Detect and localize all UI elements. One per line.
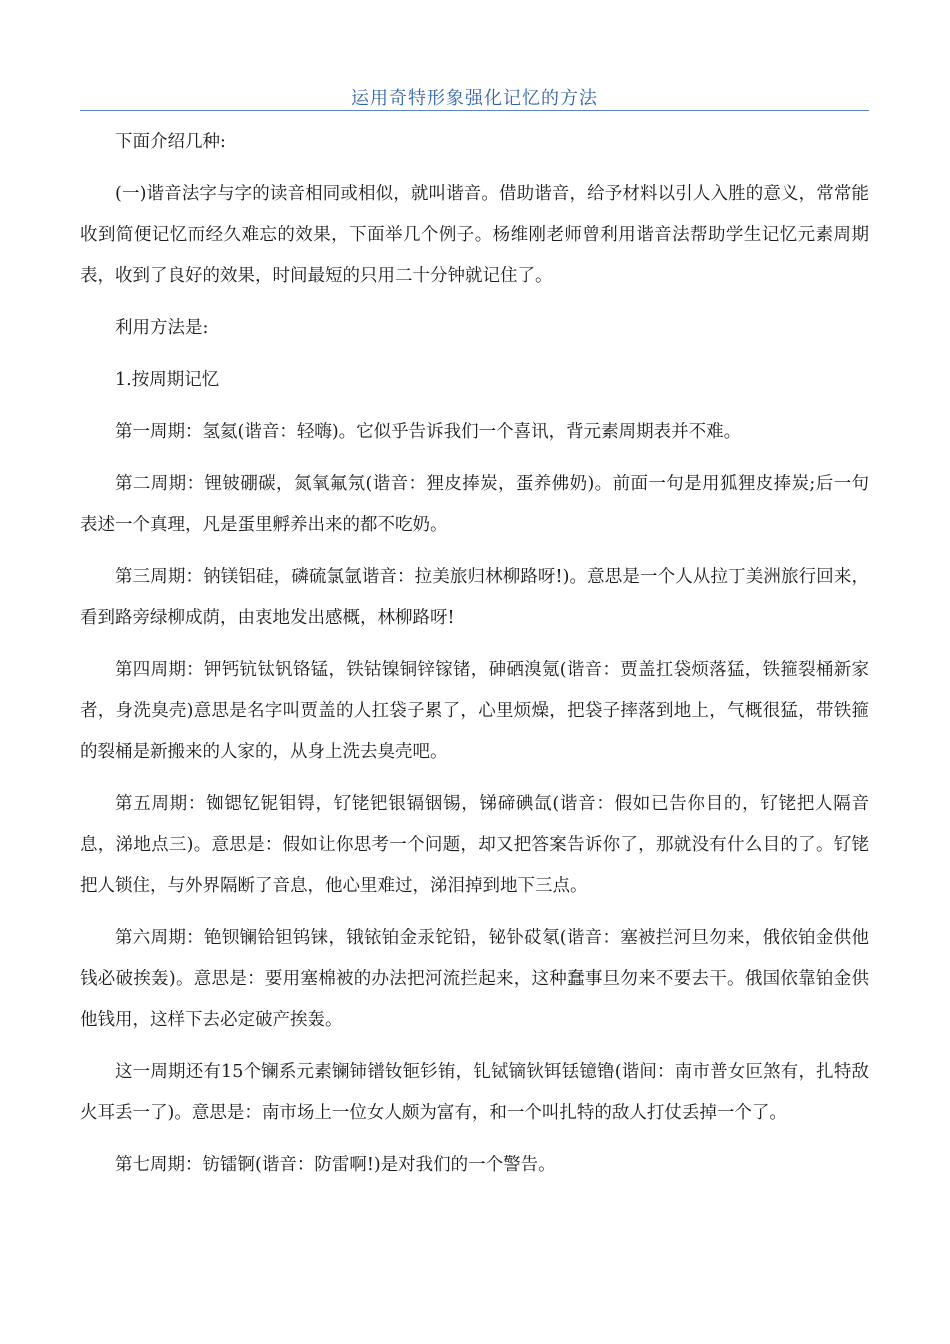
paragraph-section-heading: 1.按周期记忆 bbox=[115, 370, 220, 390]
document-body bbox=[80, 122, 869, 1197]
paragraph-period-3: 第三周期：钠镁铝硅，磷硫氯氩谐音：拉美旅归林柳路呀!)。意思是一个人从拉丁美洲旅行回来，看到路旁绿柳成荫，由衷地发出感概，林柳路呀! bbox=[80, 567, 869, 628]
page-title: 运用奇特形象强化记忆的方法 bbox=[351, 88, 598, 109]
paragraph-lanthanides: 这一周期还有15个镧系元素镧铈镨钕钷钐铕，钆铽镝钬铒铥镱镥(谐间：南市普女叵煞有，扎特敌火耳丢一了)。意思是：南市场上一位女人颇为富有，和一个叫扎特的敌人打仗丢掉一个了。 bbox=[80, 1062, 869, 1123]
paragraph-period-5: 第五周期：铷锶钇铌钼锝，钌铑钯银镉铟锡，锑碲碘氙(谐音：假如已告你目的，钌铑把人隔音息，涕地点三)。意思是：假如让你思考一个问题，却又把答案告诉你了，那就没有什么目的了。钌铑把人锁住，与外界隔断了音息，他心里难过，涕泪掉到地下三点。 bbox=[80, 794, 869, 896]
paragraph-intro: 下面介绍几种: bbox=[115, 132, 226, 152]
paragraph-homophone-method: (一)谐音法字与字的读音相同或相似，就叫谐音。借助谐音，给予材料以引人入胜的意义，常常能收到简便记忆而经久难忘的效果，下面举几个例子。杨维刚老师曾利用谐音法帮助学生记忆元素周期表，收到了良好的效果，时间最短的只用二十分钟就记住了。 bbox=[80, 184, 869, 286]
page-header bbox=[80, 80, 869, 111]
paragraph-period-2: 第二周期：锂铍硼碳，氮氧氟氖(谐音：狸皮捧炭，蛋养佛奶)。前面一句是用狐狸皮捧炭;后一句表述一个真理，凡是蛋里孵养出来的都不吃奶。 bbox=[80, 474, 869, 535]
paragraph-usage: 利用方法是: bbox=[115, 318, 209, 338]
paragraph-period-6: 第六周期：铯钡镧铪钽钨铼，锇铱铂金汞铊铅，铋钋砹氡(谐音：塞被拦河旦勿来，俄依铂金供他钱必破挨轰)。意思是：要用塞棉被的办法把河流拦起来，这种蠢事旦勿来不要去干。俄国依靠铂金供他钱用，这样下去必定破产挨轰。 bbox=[80, 928, 869, 1030]
paragraph-period-4: 第四周期：钾钙钪钛钒铬锰，铁钴镍铜锌镓锗，砷硒溴氪(谐音：贾盖扛袋烦落猛，铁箍裂桶新家者，身洗臭壳)意思是名字叫贾盖的人扛袋子累了，心里烦燥，把袋子摔落到地上，气概很猛，带铁箍的裂桶是新搬来的人家的，从身上洗去臭壳吧。 bbox=[80, 660, 869, 762]
paragraph-period-1: 第一周期：氢氦(谐音：轻嗨)。它似乎告诉我们一个喜讯，背元素周期表并不难。 bbox=[115, 422, 742, 442]
paragraph-period-7: 第七周期：钫镭锕(谐音：防雷啊!)是对我们的一个警告。 bbox=[115, 1155, 556, 1175]
